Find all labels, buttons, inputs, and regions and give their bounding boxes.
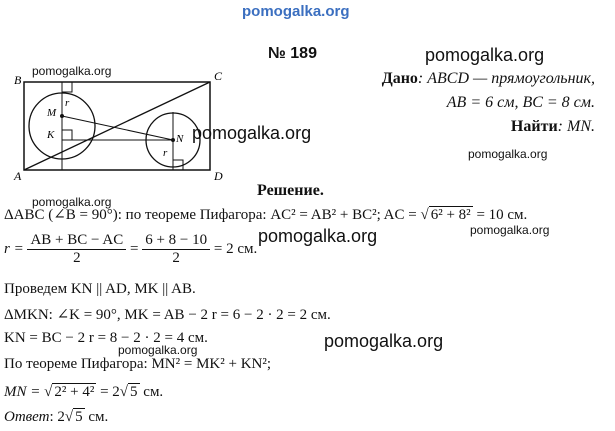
fraction-1-den: 2 [73,250,81,266]
solution-line2-end: = 2 см. [213,240,258,257]
solution-line1-sqrt: 6² + 8² [430,207,471,223]
problem-number: № 189 [268,45,317,62]
answer-sqrt: 5 [75,409,83,425]
given-line-2: AB = 6 см, BC = 8 см. [446,94,595,111]
fraction-1 [27,232,126,267]
r-equals: r = [4,240,24,257]
solution-line-5: KN = BC − 2 r = 8 − 2 · 2 = 4 см. [4,330,208,346]
find-rest: : MN. [557,118,595,135]
fraction-1-num: AB + BC − AC [27,232,126,250]
watermark-lower-big: pomogalka.org [324,331,444,351]
watermark-right-small-2: pomogalka.org [470,223,550,237]
find-label: Найти [510,118,558,135]
label-r1: r [65,97,70,109]
sqrt-sign-4: √ [64,409,74,425]
watermark-left-small: pomogalka.org [32,64,112,78]
fraction-2 [142,232,210,267]
answer-end: см. [88,409,109,425]
solution-line7-mid: = 2 [100,384,120,400]
solution-line-2 [4,232,257,267]
answer-line [4,408,108,426]
fraction-2-num: 6 + 8 − 10 [142,232,210,250]
mn-equals: MN = [4,384,41,400]
solution-line-4: ΔMKN: ∠K = 90°, MK = AB − 2 r = 6 − 2 · 2 = 2 см. [4,307,331,323]
solution-line-3: Проведем KN || AD, MK || AB. [4,281,196,297]
label-k: K [47,129,55,141]
label-n: N [176,133,184,145]
given-line1-rest: : ABCD — прямоугольник, [417,70,595,87]
solution-line7-sqrt2: 5 [130,384,138,400]
right-angle-top [62,82,72,92]
solution-line7-sqrt: 2² + 4² [54,384,95,400]
label-d: D [214,169,223,183]
sqrt-sign-3: √ [119,384,129,400]
answer-mid: : 2 [49,409,65,425]
watermark-mid-big: pomogalka.org [192,123,312,143]
geometry-figure [10,72,230,184]
solution-line-6: По теореме Пифагора: MN² = MK² + KN²; [4,356,272,372]
sqrt-sign-2: √ [44,384,53,400]
right-angle-k [62,130,72,140]
label-b: B [14,73,22,87]
watermark-right-big: pomogalka.org [425,45,545,65]
solution-line1-end: = 10 см. [476,207,528,223]
watermark-right-small: pomogalka.org [468,147,548,161]
sqrt-sign-1: √ [420,207,429,223]
segment-mn [62,116,173,140]
label-m: M [47,107,57,119]
solution-heading: Решение. [257,182,324,199]
solution-line-7 [4,383,163,401]
label-r2: r [163,147,168,159]
label-c: C [214,72,223,83]
point-m [60,114,64,118]
fraction-2-den: 2 [172,250,180,266]
solution-line7-end: см. [143,384,164,400]
watermark-top: pomogalka.org [242,3,350,20]
solution-line-1 [4,205,527,224]
solution-line1-text: ΔABC (∠B = 90°): по теореме Пифагора: AC² = AB² + BC²; AC = [4,207,417,223]
label-a: A [14,169,22,183]
equals-sign: = [130,240,139,257]
given-line-1 [382,70,595,88]
answer-label: Ответ [4,409,50,425]
watermark-left-small-2: pomogalka.org [32,195,112,209]
find-line [511,118,595,136]
watermark-center-big: pomogalka.org [258,226,378,246]
given-label: Дано [381,70,418,87]
point-n [171,138,175,142]
watermark-lower-small: pomogalka.org [118,343,198,357]
